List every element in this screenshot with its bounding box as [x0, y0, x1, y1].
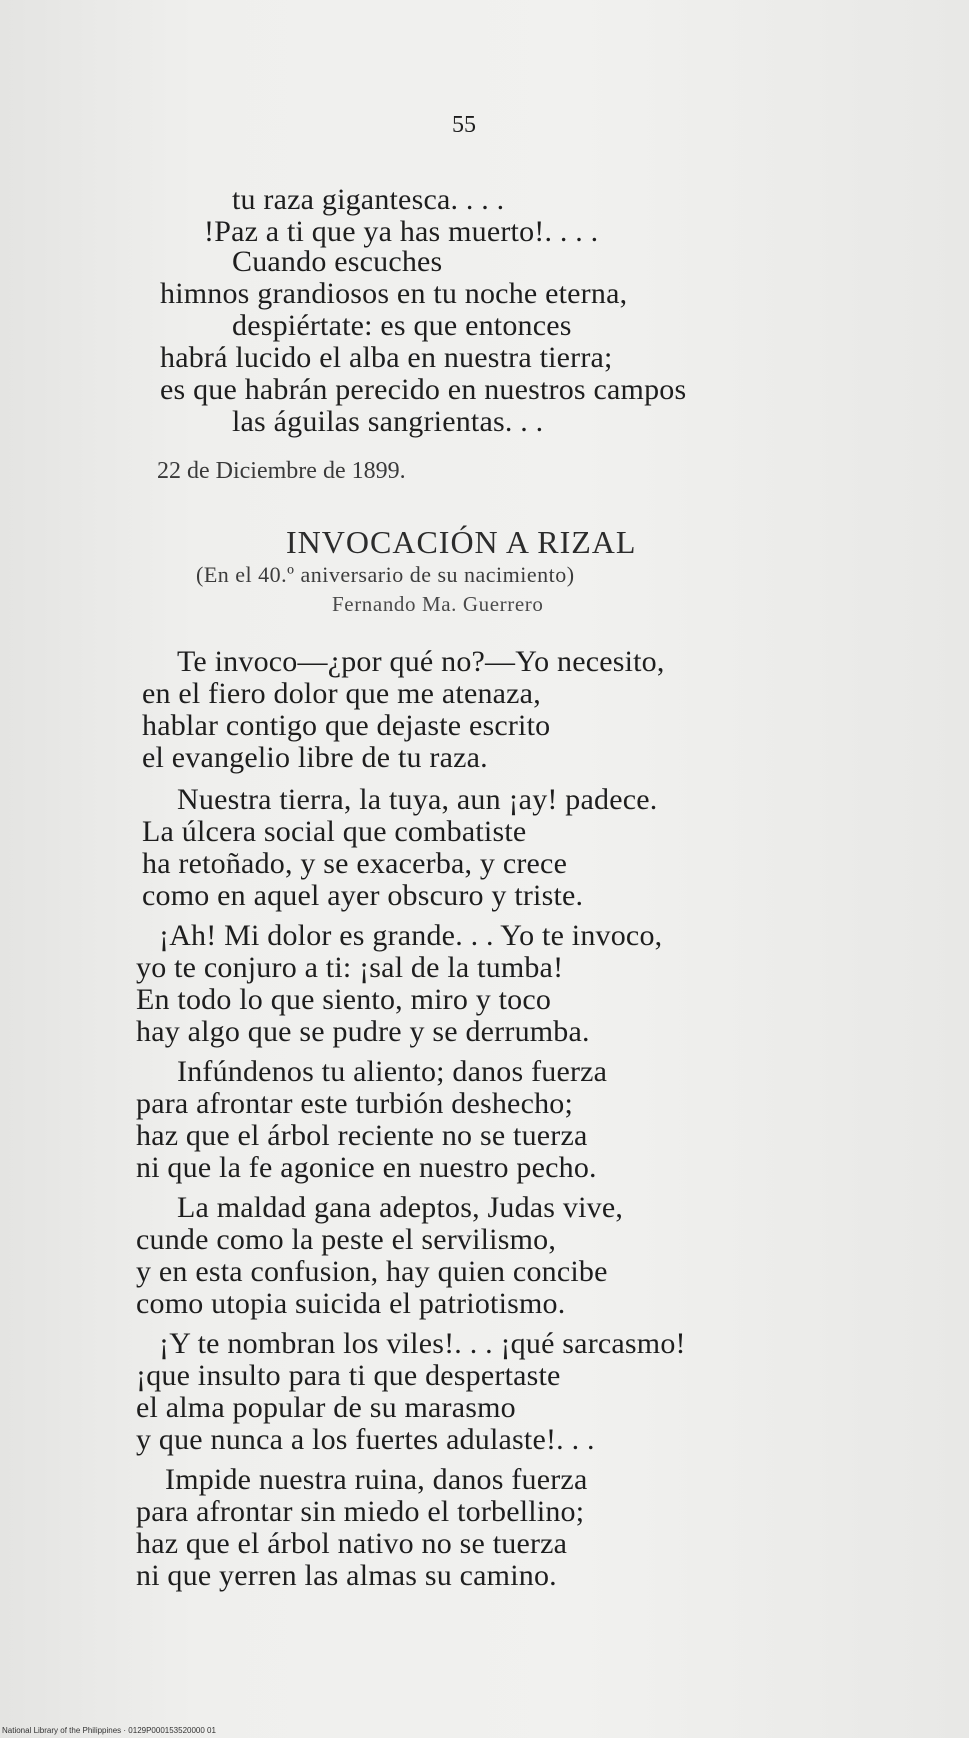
verse-line: Nuestra tierra, la tuya, aun ¡ay! padece. [177, 783, 658, 816]
verse-line: habrá lucido el alba en nuestra tierra; [160, 341, 613, 374]
verse-line: ni que la fe agonice en nuestro pecho. [136, 1151, 597, 1184]
verse-line: Impide nuestra ruina, danos fuerza [165, 1463, 588, 1496]
verse-line: En todo lo que siento, miro y toco [136, 983, 552, 1016]
verse-line: Infúndenos tu aliento; danos fuerza [177, 1055, 608, 1088]
verse-line: La úlcera social que combatiste [142, 815, 527, 848]
verse-line: para afrontar este turbión deshecho; [136, 1087, 574, 1120]
verse-line: y en esta confusion, hay quien concibe [136, 1255, 608, 1288]
verse-line: Cuando escuches [232, 245, 443, 278]
verse-line: para afrontar sin miedo el torbellino; [136, 1495, 585, 1528]
verse-line: ni que yerren las almas su camino. [136, 1559, 557, 1592]
verse-line: ha retoñado, y se exacerba, y crece [142, 847, 568, 880]
verse-line: el alma popular de su marasmo [136, 1391, 516, 1424]
verse-line: hay algo que se pudre y se derrumba. [136, 1015, 590, 1048]
verse-line: Te invoco—¿por qué no?—Yo necesito, [177, 645, 665, 678]
poem-title: INVOCACIÓN A RIZAL [286, 524, 637, 560]
verse-line: hablar contigo que dejaste escrito [142, 709, 551, 742]
verse-line: haz que el árbol nativo no se tuerza [136, 1527, 568, 1560]
poem-author: Fernando Ma. Guerrero [332, 592, 544, 616]
verse-line: cunde como la peste el servilismo, [136, 1223, 557, 1256]
verse-line: !Paz a ti que ya has muerto!. . . . [204, 215, 599, 248]
verse-line: como utopia suicida el patriotismo. [136, 1287, 566, 1320]
verse-line: como en aquel ayer obscuro y triste. [142, 879, 584, 912]
poem-date: 22 de Diciembre de 1899. [157, 458, 406, 484]
verse-line: en el fiero dolor que me atenaza, [142, 677, 541, 710]
verse-line: La maldad gana adeptos, Judas vive, [177, 1191, 624, 1224]
verse-line: el evangelio libre de tu raza. [142, 741, 488, 774]
verse-line: himnos grandiosos en tu noche eterna, [160, 277, 628, 310]
page-number: 55 [452, 112, 476, 138]
verse-line: tu raza gigantesca. . . . [232, 183, 505, 216]
verse-line: las águilas sangrientas. . . [232, 405, 544, 438]
verse-line: yo te conjuro a ti: ¡sal de la tumba! [136, 951, 564, 984]
poem-subtitle: (En el 40.º aniversario de su nacimiento) [196, 562, 575, 587]
verse-line: despiértate: es que entonces [232, 309, 572, 342]
scan-footer: National Library of the Philippines · 0129P000153520000 01 [2, 1726, 216, 1735]
verse-line: ¡Y te nombran los viles!. . . ¡qué sarcasmo! [159, 1327, 686, 1360]
verse-line: ¡que insulto para ti que despertaste [136, 1359, 561, 1392]
verse-line: y que nunca a los fuertes adulaste!. . . [136, 1423, 595, 1456]
verse-line: es que habrán perecido en nuestros campos [160, 373, 687, 406]
verse-line: ¡Ah! Mi dolor es grande. . . Yo te invoco, [159, 919, 663, 952]
verse-line: haz que el árbol reciente no se tuerza [136, 1119, 588, 1152]
